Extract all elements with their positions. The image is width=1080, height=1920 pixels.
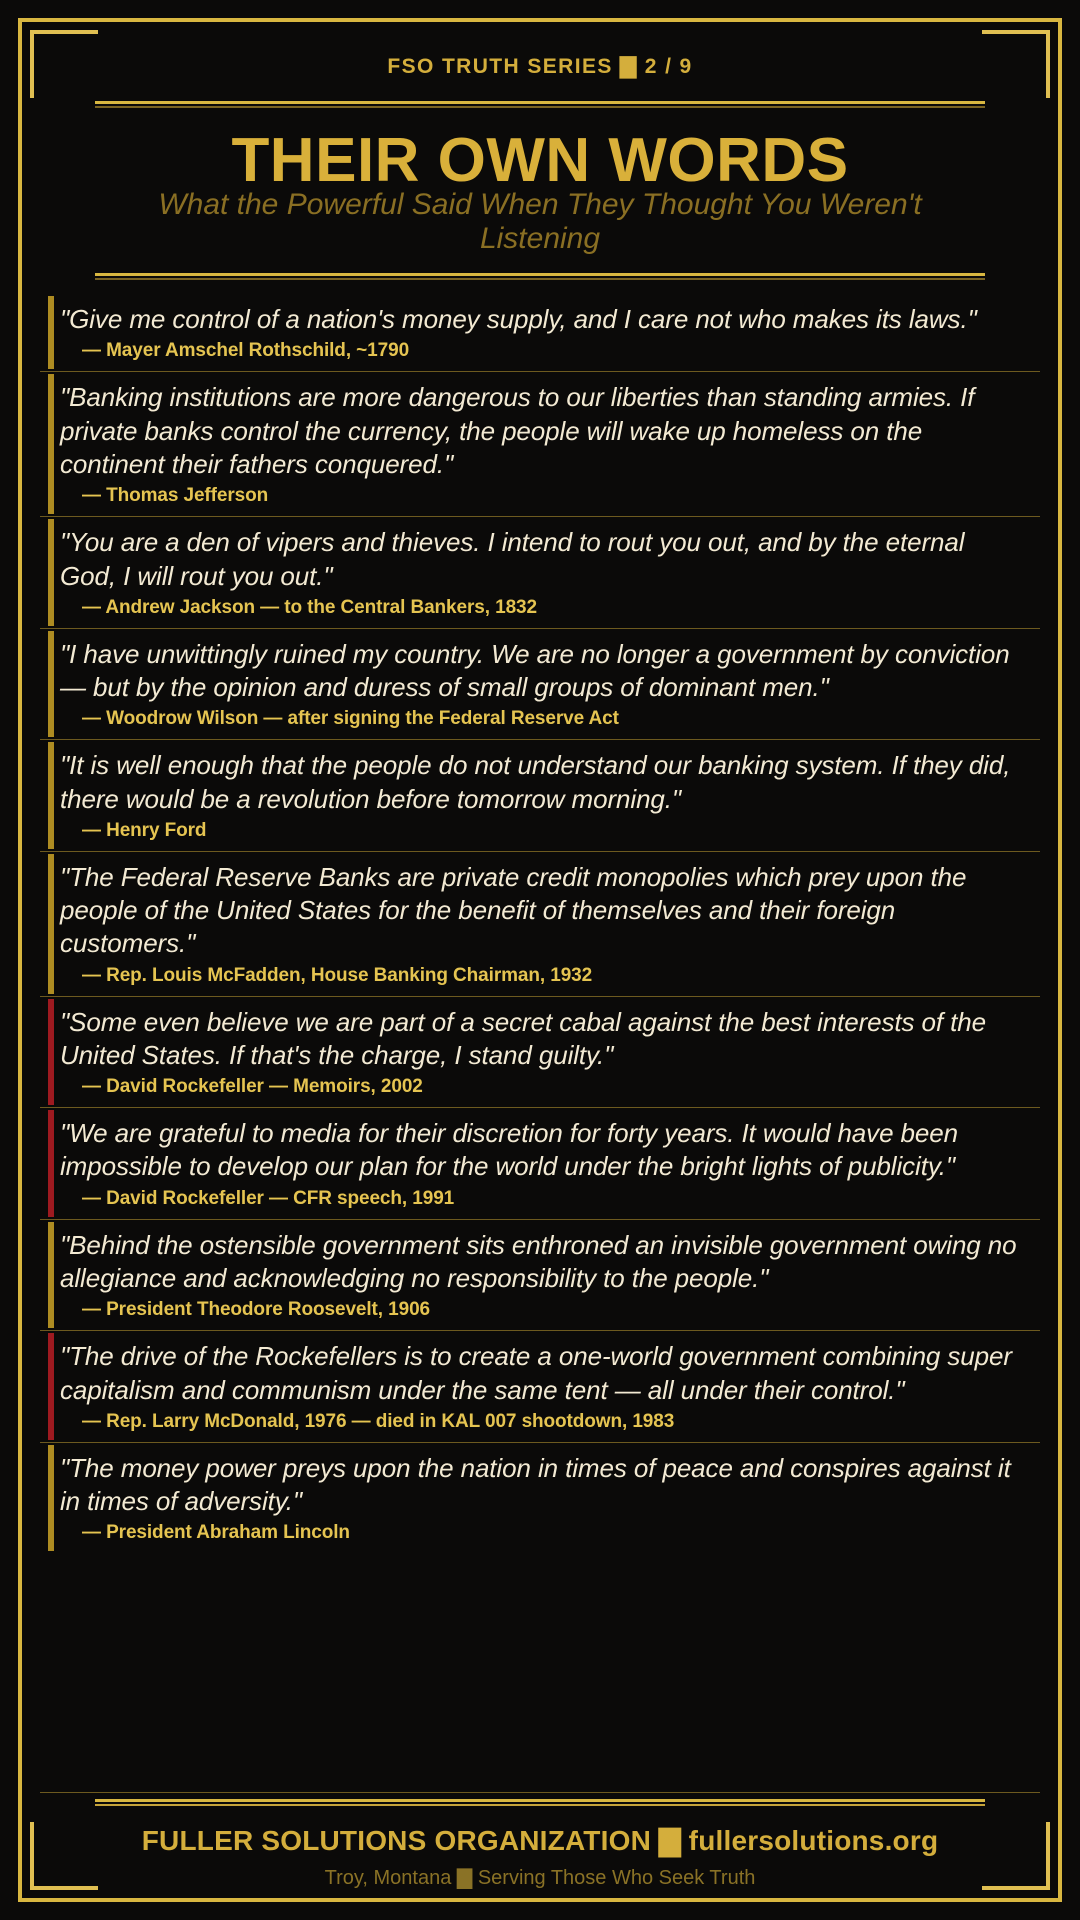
quote-text: "The Federal Reserve Banks are private credit monopolies which prey upon the people of the United States for the benefit of themselves and their foreign customers." (60, 861, 967, 959)
footer-divider (95, 1799, 985, 1806)
quote-accent-bar (48, 631, 54, 738)
quote-card (40, 739, 1040, 851)
quote-attribution: — Andrew Jackson — to the Central Bankers, 1832 (82, 596, 537, 618)
footer-tagline: Troy, Montana ▇ Serving Those Who Seek Truth (324, 1867, 756, 1889)
quote-card (40, 1330, 1040, 1442)
quote-card (40, 371, 1040, 516)
footer-hairline (40, 1792, 1040, 1793)
quote-attribution: — Thomas Jefferson (82, 485, 269, 507)
header-divider-top (95, 101, 985, 108)
page-subtitle: What the Powerful Said When They Thought You Weren't Listening (158, 188, 922, 255)
quote-text: "The drive of the Rockefellers is to create a one-world government combining super capitalism and communism under the same tent — all under their control." (60, 1341, 1012, 1405)
quote-accent-bar (48, 1110, 54, 1217)
quote-card (40, 1107, 1040, 1219)
quotes-list (40, 294, 1040, 1788)
quote-text: "It is well enough that the people do not understand our banking system. If they did, there would be a revolution before tomorrow morning." (60, 750, 1011, 814)
quote-card (40, 851, 1040, 996)
quote-text: "We are grateful to media for their discretion for forty years. It would have been impossible to develop our plan for the world under the bright lights of publicity." (60, 1118, 958, 1182)
footer-organization[interactable]: FULLER SOLUTIONS ORGANIZATION ▇ fullersolutions.org (141, 1825, 939, 1856)
quote-accent-bar (48, 1445, 54, 1552)
series-eyebrow: FSO TRUTH SERIES ▇ 2 / 9 (387, 55, 693, 78)
quote-attribution: — Mayer Amschel Rothschild, ~1790 (82, 340, 410, 362)
quote-text: "Behind the ostensible government sits enthroned an invisible government owing no allegiance and acknowledging no responsibility to the people." (60, 1229, 1017, 1293)
quote-accent-bar (48, 742, 54, 849)
quote-card (40, 1442, 1040, 1554)
page-title: THEIR OWN WORDS (231, 126, 849, 195)
quote-attribution: — President Abraham Lincoln (82, 1522, 350, 1544)
quote-accent-bar (48, 296, 54, 369)
quote-text: "Banking institutions are more dangerous to our liberties than standing armies. If private banks control the currency, the people will wake up homeless on the continent their fathers conquered." (60, 382, 975, 479)
quote-text: "I have unwittingly ruined my country. We are no longer a government by conviction — but by the opinion and duress of small groups of dominant men." (60, 638, 1010, 703)
quote-attribution: — Henry Ford (82, 819, 207, 841)
quote-attribution: — Rep. Larry McDonald, 1976 — died in KAL 007 shootdown, 1983 (82, 1410, 675, 1432)
quote-attribution: — David Rockefeller — Memoirs, 2002 (82, 1076, 423, 1098)
quote-attribution: — Rep. Louis McFadden, House Banking Chairman, 1932 (82, 964, 593, 986)
quote-attribution: — David Rockefeller — CFR speech, 1991 (82, 1187, 455, 1209)
quote-card (40, 294, 1040, 371)
quote-text: "The money power preys upon the nation in times of peace and conspires against it in times of adversity." (60, 1452, 1011, 1517)
quote-card (40, 996, 1040, 1108)
quote-attribution: — Woodrow Wilson — after signing the Federal Reserve Act (82, 708, 619, 730)
poster-header (40, 30, 1040, 280)
quote-accent-bar (48, 1222, 54, 1329)
quote-text: "You are a den of vipers and thieves. I intend to rout you out, and by the eternal God, I will rout you out." (60, 527, 965, 591)
poster-content (40, 30, 1040, 1890)
quote-accent-bar (48, 1333, 54, 1440)
quote-text: "Give me control of a nation's money supply, and I care not who makes its laws." (60, 304, 977, 335)
poster-footer (40, 1792, 1040, 1890)
quote-attribution: — President Theodore Roosevelt, 1906 (82, 1299, 431, 1321)
quote-card (40, 628, 1040, 740)
quote-accent-bar (48, 374, 54, 514)
quote-accent-bar (48, 999, 54, 1106)
quote-accent-bar (48, 519, 54, 626)
quote-accent-bar (48, 854, 54, 994)
quote-text: "Some even believe we are part of a secret cabal against the best interests of the United States. If that's the charge, I stand guilty." (60, 1006, 987, 1070)
quote-card (40, 516, 1040, 628)
header-divider-bottom (95, 273, 985, 280)
quote-card (40, 1219, 1040, 1331)
